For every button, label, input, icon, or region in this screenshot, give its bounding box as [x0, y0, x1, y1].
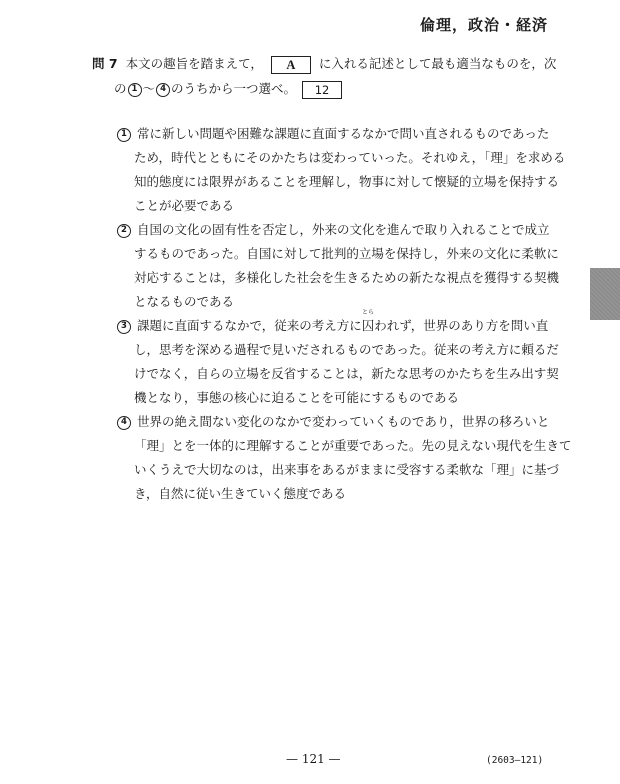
ruby-base: 囚: [361, 318, 375, 333]
option-text-line: するものであった。自国に対して批判的立場を保持し，外来の文化に柔軟に: [134, 246, 559, 261]
option-number: 1: [117, 128, 131, 142]
option-number: 2: [117, 224, 131, 238]
answer-number-box: 12: [302, 81, 342, 99]
option-text-line: ため，時代とともにそのかたちは変わっていった。それゆえ，「理」を求める: [134, 150, 566, 165]
question-text-before: 本文の趣旨を踏まえて，: [125, 56, 263, 71]
page-header-title: 倫理，政治・経済: [419, 16, 548, 34]
question-line2-suffix: のうちから一つ選べ。: [171, 81, 297, 96]
option-text-line: き，自然に従い生きていく態度である: [134, 486, 347, 501]
option-number: 3: [117, 320, 131, 334]
option-text-line: 常に新しい問題や困難な課題に直面するなかで問い直されるものであった: [137, 126, 550, 141]
question-line-1: [92, 54, 556, 74]
option-text-line: 知的態度には限界があることを理解し，物事に対して懐疑的立場を保持する: [134, 174, 560, 189]
option-text-line: 世界の絶え間ない変化のなかで変わっていくものであり，世界の移ろいと: [137, 414, 550, 429]
option-4[interactable]: [116, 410, 572, 506]
question-line2-prefix: の: [114, 81, 127, 96]
exam-code: (2603—121): [486, 755, 544, 766]
ruby-reading: とら: [362, 309, 375, 316]
range-end-number: 4: [156, 83, 170, 97]
option-text-line: 自国の文化の固有性を否定し，外来の文化を進んで取り入れることで成立: [137, 222, 550, 237]
option-text-line: けでなく，自らの立場を反省することは，新たな思考のかたちを生み出す契: [134, 366, 559, 381]
option-number: 4: [117, 416, 131, 430]
option-text-line: 機となり，事態の核心に迫ることを可能にするものである: [134, 390, 460, 405]
option-text-line: し，思考を深める過程で見いだされるものであった。従来の考え方に頼るだ: [134, 342, 559, 357]
question-label: 問 7: [92, 56, 118, 71]
option-text-line: 課題に直面するなかで，従来の考え方に: [137, 318, 362, 333]
option-text-line: ことが必要である: [134, 198, 235, 213]
question-text-after: に入れる記述として最も適当なものを，次: [318, 56, 557, 71]
option-2[interactable]: [116, 218, 560, 314]
option-3[interactable]: [116, 309, 559, 410]
option-text-line: 対応することは，多様化した社会を生きるための新たな視点を獲得する契機: [134, 270, 560, 285]
option-text-line: 「理」とを一体的に理解することが重要であった。先の見えない現代を生きて: [134, 438, 572, 453]
ruby-kanji: [361, 309, 375, 338]
side-index-tab: [590, 268, 620, 320]
option-text-line: われず，世界のあり方を問い直: [374, 318, 549, 333]
page-number: — 121 —: [286, 752, 341, 766]
option-text-line: となるものである: [134, 294, 235, 309]
range-separator: 〜: [142, 81, 156, 96]
option-1[interactable]: [116, 122, 566, 218]
option-text-line: いくうえで大切なのは，出来事をあるがままに受容する柔軟な「理」に基づ: [134, 462, 560, 477]
range-start-number: 1: [128, 83, 142, 97]
question-line-2: [114, 79, 342, 99]
blank-box-a: A: [271, 56, 311, 74]
